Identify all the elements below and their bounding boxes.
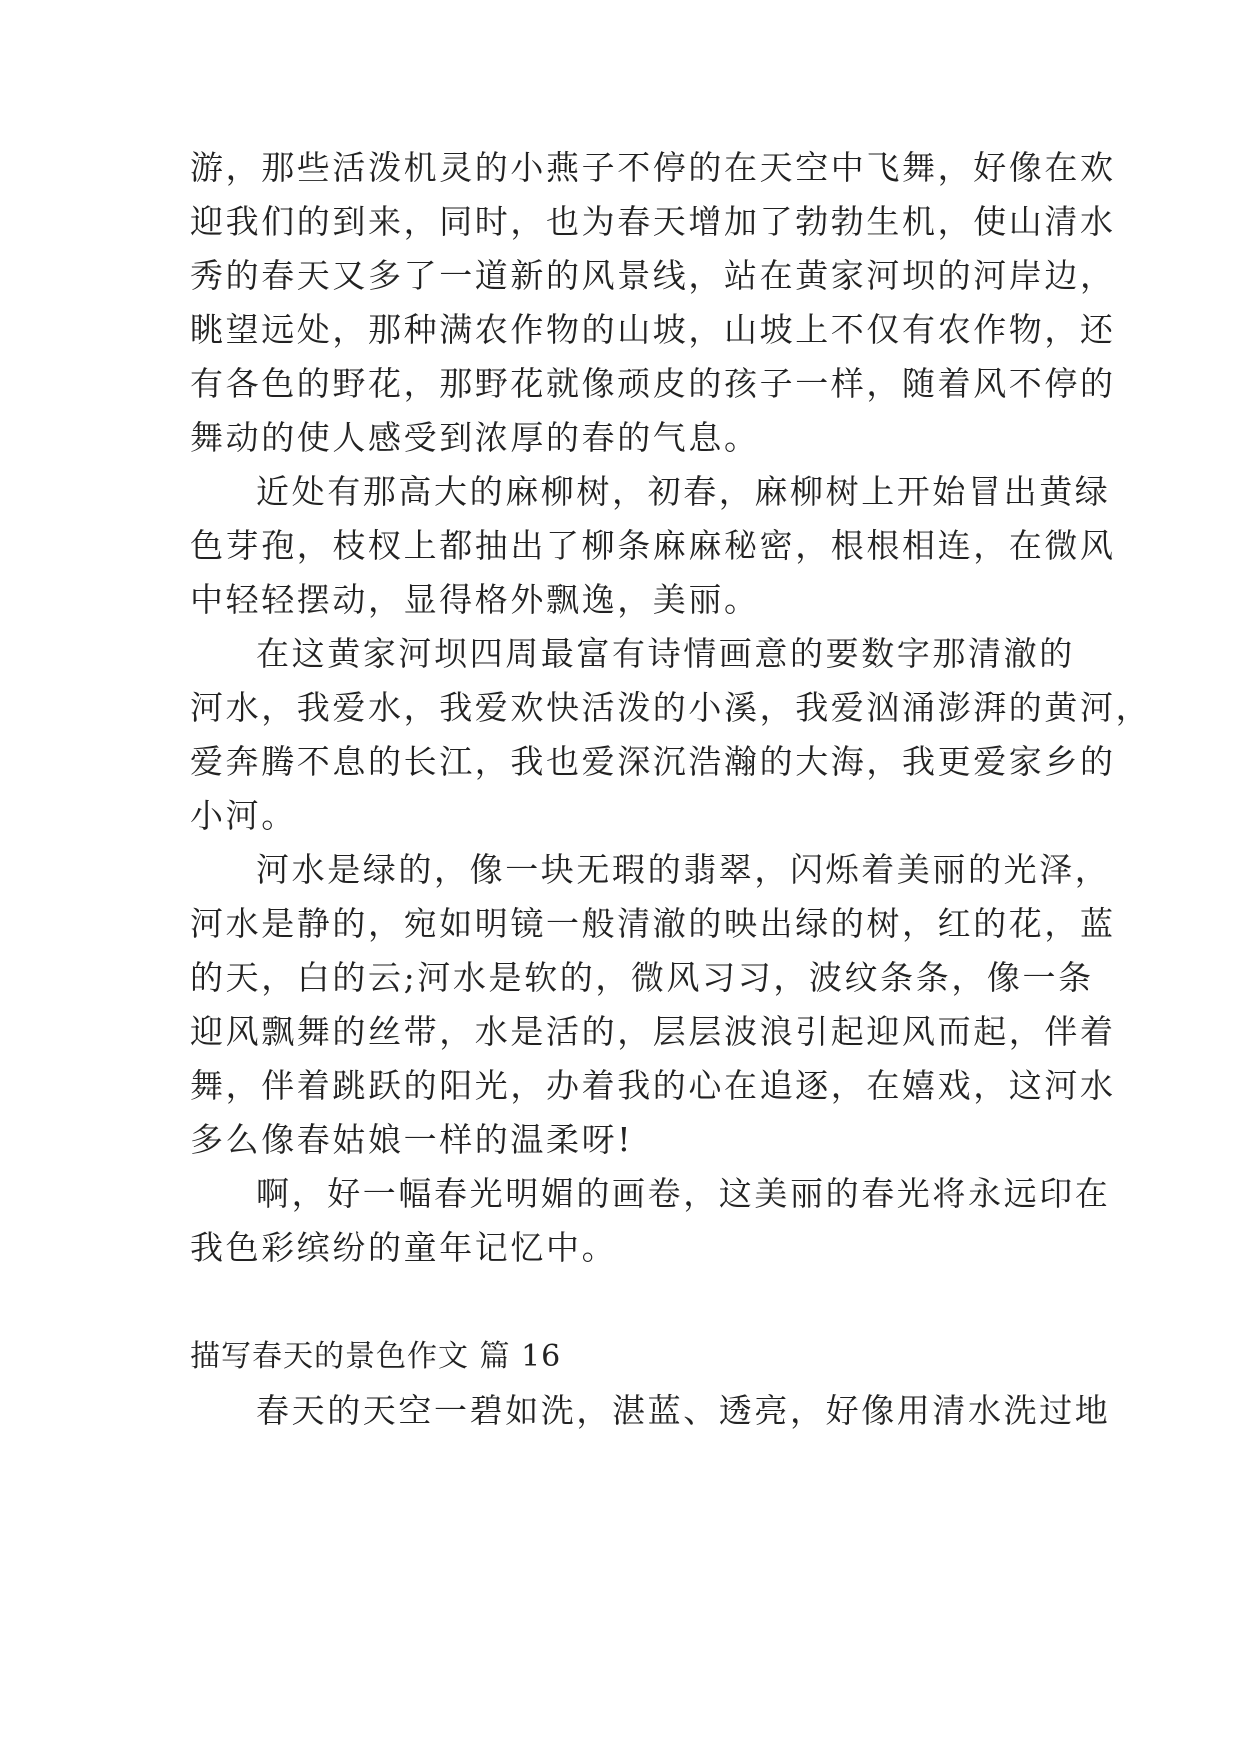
text-line: 中轻轻摆动，显得格外飘逸，美丽。 bbox=[190, 580, 760, 619]
text-line: 春天的天空一碧如洗，湛蓝、透亮，好像用清水洗过地 bbox=[256, 1391, 1111, 1430]
text-line: 小河。 bbox=[190, 796, 297, 835]
text-line: 河水，我爱水，我爱欢快活泼的小溪，我爱汹涌澎湃的黄河， bbox=[190, 688, 1152, 727]
text-line: 我色彩缤纷的童年记忆中。 bbox=[190, 1228, 618, 1267]
text-line: 河水是绿的，像一块无瑕的翡翠，闪烁着美丽的光泽， bbox=[256, 850, 1111, 889]
text-line: 迎我们的到来，同时，也为春天增加了勃勃生机，使山清水 bbox=[190, 202, 1116, 241]
text-line: 多么像春姑娘一样的温柔呀! bbox=[190, 1120, 634, 1159]
text-line: 近处有那高大的麻柳树，初春，麻柳树上开始冒出黄绿 bbox=[256, 472, 1111, 511]
text-line: 游，那些活泼机灵的小燕子不停的在天空中飞舞，好像在欢 bbox=[190, 148, 1116, 187]
text-line: 眺望远处，那种满农作物的山坡，山坡上不仅有农作物，还 bbox=[190, 310, 1116, 349]
text-line: 在这黄家河坝四周最富有诗情画意的要数字那清澈的 bbox=[256, 634, 1075, 673]
text-line: 的天，白的云;河水是软的，微风习习，波纹条条，像一条 bbox=[190, 958, 1094, 997]
text-line: 色芽孢，枝杈上都抽出了柳条麻麻秘密，根根相连，在微风 bbox=[190, 526, 1116, 565]
text-line: 河水是静的，宛如明镜一般清澈的映出绿的树，红的花，蓝 bbox=[190, 904, 1116, 943]
text-line: 啊，好一幅春光明媚的画卷，这美丽的春光将永远印在 bbox=[256, 1174, 1111, 1213]
text-line: 有各色的野花，那野花就像顽皮的孩子一样，随着风不停的 bbox=[190, 364, 1116, 403]
text-line: 迎风飘舞的丝带，水是活的，层层波浪引起迎风而起，伴着 bbox=[190, 1012, 1116, 1051]
text-line: 爱奔腾不息的长江，我也爱深沉浩瀚的大海，我更爱家乡的 bbox=[190, 742, 1116, 781]
text-line: 舞动的使人感受到浓厚的春的气息。 bbox=[190, 418, 760, 457]
text-line: 秀的春天又多了一道新的风景线，站在黄家河坝的河岸边， bbox=[190, 256, 1116, 295]
text-line: 舞，伴着跳跃的阳光，办着我的心在追逐，在嬉戏，这河水 bbox=[190, 1066, 1116, 1105]
section-heading: 描写春天的景色作文 篇 16 bbox=[190, 1339, 562, 1374]
